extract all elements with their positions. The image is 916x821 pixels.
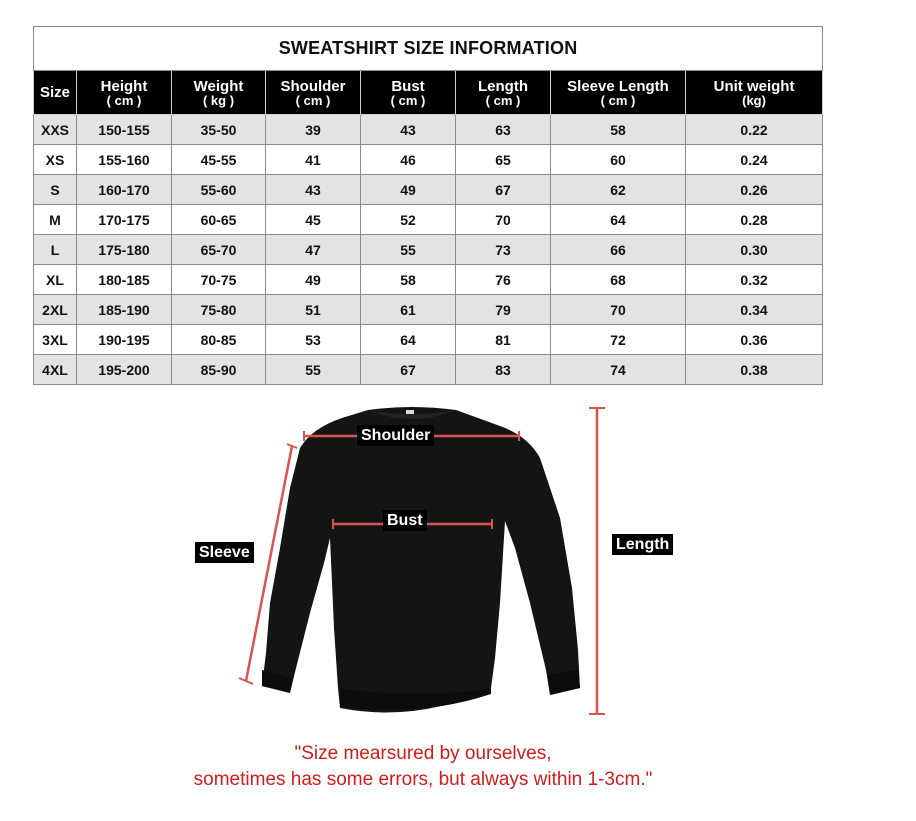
cell-length: 79 [456,295,551,325]
table-row [34,355,823,385]
cell-length: 73 [456,235,551,265]
cell-bust: 49 [361,175,456,205]
cell-unit-weight: 0.28 [686,205,823,235]
size-table [33,26,823,385]
cell-unit-weight: 0.26 [686,175,823,205]
cell-unit-weight: 0.24 [686,145,823,175]
cell-size: XS [34,145,77,175]
cell-bust: 67 [361,355,456,385]
header-length: Length ( cm ) [456,71,551,115]
cell-weight: 65-70 [172,235,266,265]
cell-height: 170-175 [77,205,172,235]
table-row [34,175,823,205]
note-line-1: "Size mearsured by ourselves, [294,743,552,764]
cell-length: 67 [456,175,551,205]
table-row [34,265,823,295]
cell-weight: 80-85 [172,325,266,355]
cell-height: 155-160 [77,145,172,175]
note-line-2: sometimes has some errors, but always within 1-3cm." [193,769,653,790]
neck-tag [406,410,414,414]
cell-sleeve-length: 60 [551,145,686,175]
cell-unit-weight: 0.32 [686,265,823,295]
cell-length: 83 [456,355,551,385]
cell-size: M [34,205,77,235]
cell-shoulder: 53 [266,325,361,355]
cell-sleeve-length: 72 [551,325,686,355]
cell-size: 3XL [34,325,77,355]
cell-size: XXS [34,115,77,145]
cell-shoulder: 47 [266,235,361,265]
table-row [34,145,823,175]
cell-height: 160-170 [77,175,172,205]
header-sleeve-length: Sleeve Length ( cm ) [551,71,686,115]
cell-sleeve-length: 68 [551,265,686,295]
cell-length: 76 [456,265,551,295]
cell-sleeve-length: 66 [551,235,686,265]
header-size: Size [34,71,77,115]
cell-height: 190-195 [77,325,172,355]
cell-height: 180-185 [77,265,172,295]
cell-unit-weight: 0.22 [686,115,823,145]
cell-height: 195-200 [77,355,172,385]
cell-length: 65 [456,145,551,175]
cell-bust: 55 [361,235,456,265]
cell-weight: 35-50 [172,115,266,145]
cell-bust: 61 [361,295,456,325]
cell-weight: 45-55 [172,145,266,175]
cell-size: L [34,235,77,265]
table-row [34,325,823,355]
sleeve-label: Sleeve [195,542,254,563]
cell-bust: 52 [361,205,456,235]
length-label: Length [612,534,673,555]
cell-shoulder: 51 [266,295,361,325]
table-row [34,235,823,265]
table-body [34,115,823,385]
cell-weight: 70-75 [172,265,266,295]
cell-weight: 55-60 [172,175,266,205]
cell-shoulder: 43 [266,175,361,205]
header-shoulder: Shoulder ( cm ) [266,71,361,115]
cell-height: 150-155 [77,115,172,145]
cell-bust: 43 [361,115,456,145]
cell-length: 70 [456,205,551,235]
cell-height: 175-180 [77,235,172,265]
cell-unit-weight: 0.38 [686,355,823,385]
bust-label: Bust [383,510,427,531]
cell-bust: 64 [361,325,456,355]
cell-height: 185-190 [77,295,172,325]
cell-size: 4XL [34,355,77,385]
shoulder-label: Shoulder [357,425,434,446]
cell-length: 63 [456,115,551,145]
cell-size: XL [34,265,77,295]
cell-weight: 60-65 [172,205,266,235]
cell-size: S [34,175,77,205]
cell-sleeve-length: 70 [551,295,686,325]
cell-unit-weight: 0.34 [686,295,823,325]
cell-shoulder: 39 [266,115,361,145]
header-row [34,71,823,115]
header-bust: Bust ( cm ) [361,71,456,115]
sweatshirt-illustration [0,388,916,728]
cell-sleeve-length: 64 [551,205,686,235]
cell-bust: 46 [361,145,456,175]
header-unit-weight: Unit weight (kg) [686,71,823,115]
cell-size: 2XL [34,295,77,325]
cell-shoulder: 49 [266,265,361,295]
cell-sleeve-length: 74 [551,355,686,385]
cell-weight: 75-80 [172,295,266,325]
cell-unit-weight: 0.36 [686,325,823,355]
cell-shoulder: 55 [266,355,361,385]
table-row [34,115,823,145]
cell-weight: 85-90 [172,355,266,385]
header-height: Height ( cm ) [77,71,172,115]
cell-shoulder: 41 [266,145,361,175]
table-row [34,205,823,235]
cell-shoulder: 45 [266,205,361,235]
table-row [34,295,823,325]
measurement-diagram [0,388,916,728]
cell-sleeve-length: 62 [551,175,686,205]
sweatshirt-body [262,407,580,713]
cell-length: 81 [456,325,551,355]
header-weight: Weight ( kg ) [172,71,266,115]
cell-sleeve-length: 58 [551,115,686,145]
cell-bust: 58 [361,265,456,295]
cell-unit-weight: 0.30 [686,235,823,265]
table-title: SWEATSHIRT SIZE INFORMATION [34,27,823,71]
